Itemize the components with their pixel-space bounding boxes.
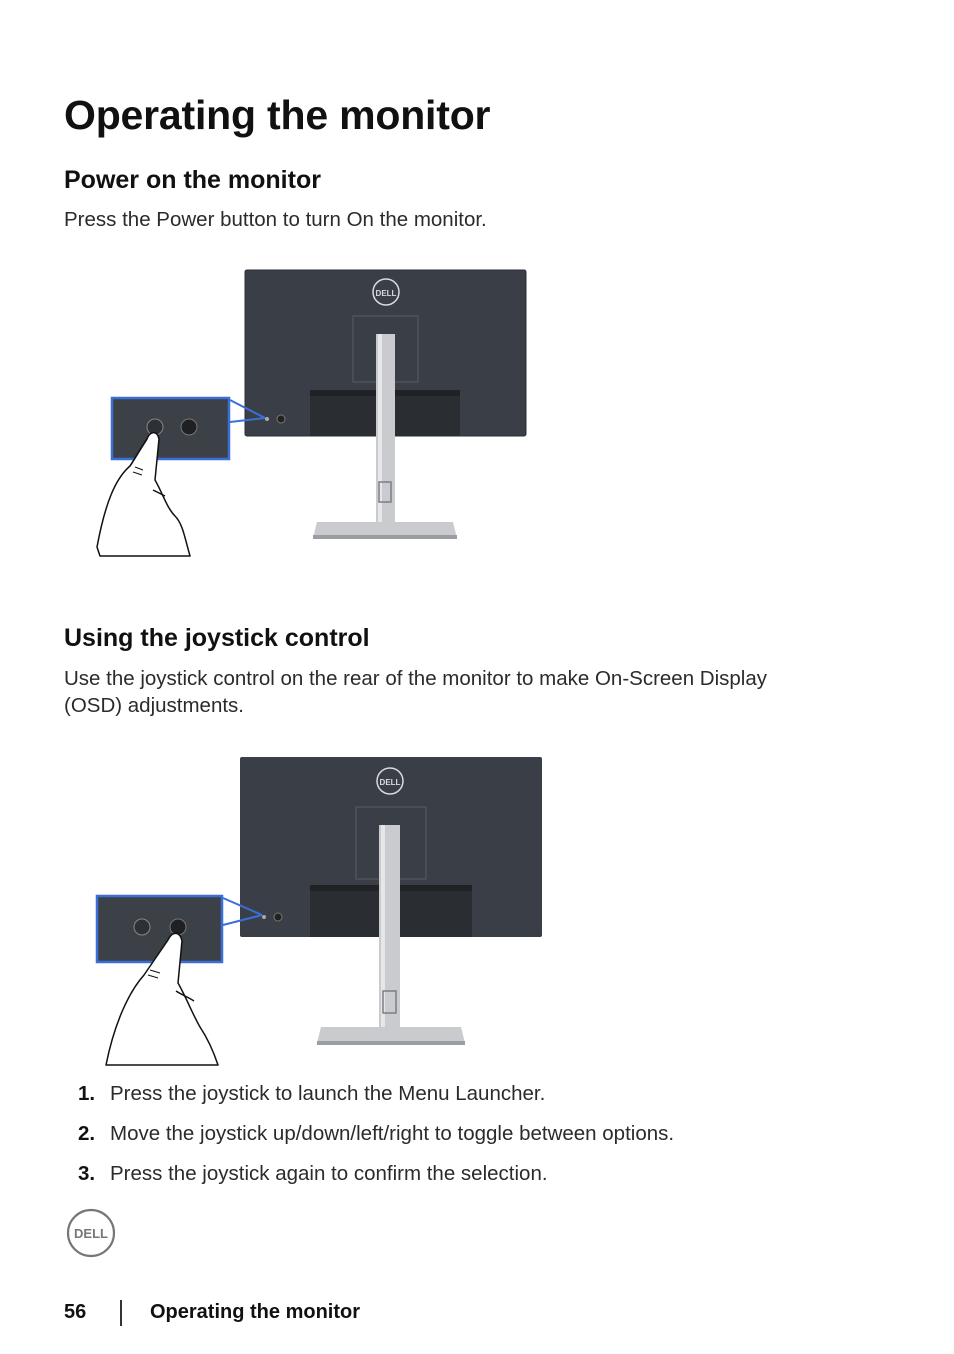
- page-number: 56: [64, 1301, 87, 1323]
- step-text: Move the joystick up/down/left/right to toggle between options.: [110, 1122, 675, 1145]
- steps-list: [64, 1082, 904, 1202]
- page-title: Operating the monitor: [64, 92, 491, 138]
- svg-text:DELL: DELL: [375, 289, 397, 298]
- step-number: 3.: [78, 1162, 96, 1185]
- step-number: 1.: [78, 1082, 96, 1105]
- step-text: Press the joystick again to confirm the selection.: [110, 1162, 548, 1185]
- list-item: [64, 1082, 904, 1122]
- svg-text:DELL: DELL: [379, 778, 401, 787]
- step-text: Press the joystick to launch the Menu Launcher.: [110, 1082, 546, 1105]
- figure-power-button: [95, 254, 545, 560]
- footer-section-title: Operating the monitor: [150, 1301, 360, 1323]
- section-text-joystick: Use the joystick control on the rear of the monitor to make On-Screen Display (OSD) adjustments.: [64, 667, 768, 717]
- callout-zoom-box: [112, 398, 229, 459]
- list-item: [64, 1122, 904, 1162]
- dell-logo-icon: [65, 1207, 117, 1259]
- step-number: 2.: [78, 1122, 96, 1145]
- section-heading-power: Power on the monitor: [64, 166, 321, 194]
- list-item: [64, 1162, 904, 1202]
- section-text-power: Press the Power button to turn On the monitor.: [64, 208, 487, 231]
- svg-text:DELL: DELL: [74, 1226, 108, 1241]
- footer-divider: [120, 1300, 122, 1326]
- section-heading-joystick: Using the joystick control: [64, 624, 370, 652]
- figure-joystick-control: [78, 745, 558, 1070]
